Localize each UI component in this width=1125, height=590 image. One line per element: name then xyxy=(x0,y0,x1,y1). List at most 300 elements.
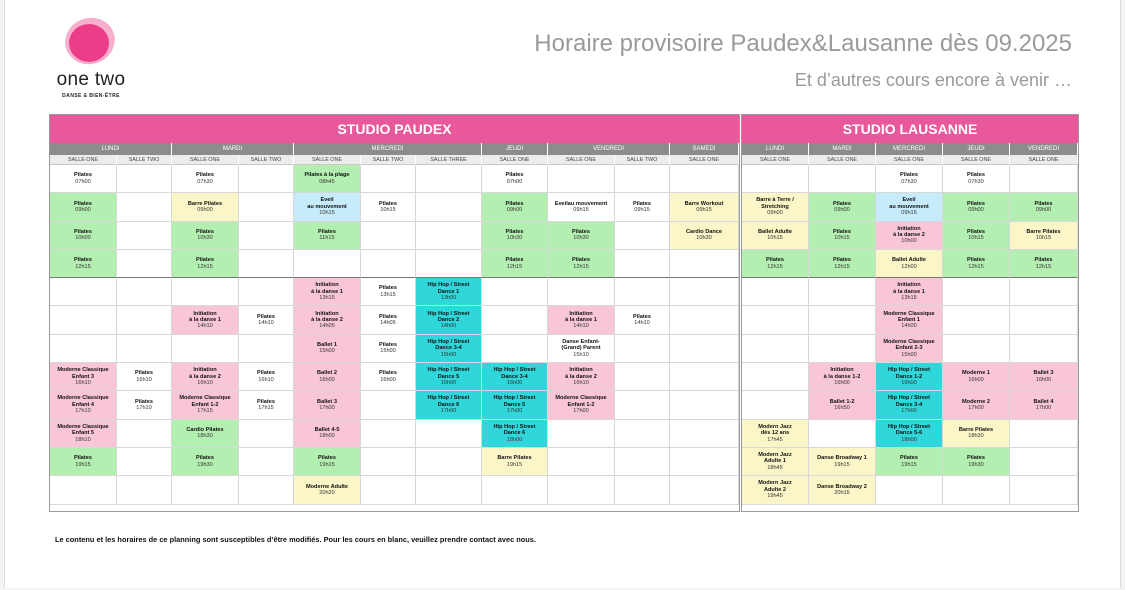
schedule-grid xyxy=(742,143,1078,505)
schedule-page xyxy=(4,0,1121,588)
class-name: Pilates xyxy=(632,200,652,207)
class-time: 18h45 xyxy=(767,464,783,471)
empty-slot xyxy=(670,278,739,306)
class-name: Pilates xyxy=(505,228,524,235)
class-time: 12h15 xyxy=(968,263,984,270)
empty-slot xyxy=(416,448,482,476)
class-entry xyxy=(361,335,415,362)
class-entry xyxy=(482,420,547,447)
class-name: Initiation à la danse 2 xyxy=(311,310,343,323)
class-slot xyxy=(50,165,117,193)
class-entry xyxy=(482,448,547,475)
class-entry xyxy=(117,363,171,390)
class-name: Danse Broadway 1 xyxy=(817,455,867,462)
class-time: 12h15 xyxy=(834,263,850,270)
class-time: 20h15 xyxy=(834,489,850,496)
room-header: SALLE TWO xyxy=(117,155,172,165)
class-name: Pilates à la plage xyxy=(304,172,350,179)
class-time: 10h00 xyxy=(901,238,917,245)
class-slot xyxy=(876,391,943,419)
class-name: Pilates xyxy=(1034,257,1053,264)
empty-slot xyxy=(670,306,739,334)
class-time: 10h15 xyxy=(1035,235,1052,242)
class-slot xyxy=(172,391,239,419)
class-name: Cardio Dance xyxy=(685,228,723,235)
empty-slot xyxy=(50,306,117,334)
class-time: 13h15 xyxy=(319,295,335,302)
empty-slot xyxy=(416,165,482,193)
class-name: Pilates xyxy=(256,370,276,377)
class-name: Pilates xyxy=(317,228,337,235)
room-header: SALLE THREE xyxy=(416,155,482,165)
class-entry xyxy=(172,420,238,447)
empty-slot xyxy=(117,420,172,448)
class-entry xyxy=(294,476,360,503)
class-name: Pilates xyxy=(378,200,398,207)
room-header: SALLE TWO xyxy=(239,155,294,165)
class-name: Ballet Adulte xyxy=(758,228,792,235)
class-entry xyxy=(943,250,1009,277)
class-entry xyxy=(809,391,875,418)
class-entry xyxy=(876,222,942,249)
class-name: Moderne 2 xyxy=(962,398,990,405)
class-slot xyxy=(809,448,876,476)
class-name: Pilates xyxy=(73,455,93,462)
empty-slot xyxy=(117,306,172,334)
class-time: 12h15 xyxy=(767,263,783,270)
class-entry xyxy=(876,448,942,475)
class-time: 15h00 xyxy=(380,348,396,355)
class-time: 13h00 xyxy=(440,295,457,302)
class-time: 09h00 xyxy=(75,206,91,213)
class-slot xyxy=(943,250,1010,278)
class-name: Ballet 4-5 xyxy=(314,426,340,433)
class-entry xyxy=(294,306,360,333)
class-name: Ballet 1 xyxy=(317,342,337,349)
class-slot xyxy=(294,391,361,419)
class-slot xyxy=(50,363,117,391)
class-time: 12h15 xyxy=(197,263,213,270)
empty-slot xyxy=(615,448,670,476)
class-time: 17h00 xyxy=(319,405,335,412)
class-entry xyxy=(1010,250,1077,277)
empty-slot xyxy=(239,448,294,476)
class-name: Pilates xyxy=(765,257,785,264)
class-name: Moderne Classique Enfant 1-2 xyxy=(555,395,607,408)
class-slot xyxy=(294,363,361,391)
class-name: Ballet 3 xyxy=(1033,370,1054,377)
class-name: Barre Pilates xyxy=(497,455,532,462)
class-slot xyxy=(361,335,416,363)
class-time: 16h00 xyxy=(506,379,523,386)
class-slot xyxy=(876,448,943,476)
class-name: Moderne 1 xyxy=(962,370,990,377)
class-slot xyxy=(361,193,416,221)
empty-slot xyxy=(361,165,416,193)
class-name: Pilates xyxy=(256,313,276,320)
class-name: Hip Hop / Street Dance 5 xyxy=(493,395,536,408)
class-entry xyxy=(294,363,360,390)
class-name: Ballet Adulte xyxy=(892,257,926,264)
empty-slot xyxy=(50,278,117,306)
brand-tagline: DANSE & BIEN-ÊTRE xyxy=(62,93,120,99)
class-time: 17h00 xyxy=(901,408,917,415)
class-entry xyxy=(117,391,171,418)
class-time: 10h00 xyxy=(75,235,91,242)
class-time: 17h00 xyxy=(1035,405,1052,412)
class-name: Moderne Classique Enfant 4 xyxy=(57,395,109,408)
class-time: 08h45 xyxy=(319,178,335,185)
class-time: 10h30 xyxy=(506,235,523,242)
class-slot xyxy=(548,306,615,334)
class-slot xyxy=(172,306,239,334)
class-name: Pilates xyxy=(505,257,524,264)
class-entry xyxy=(172,193,238,220)
empty-slot xyxy=(742,363,809,391)
class-time: 12h15 xyxy=(75,263,91,270)
class-entry xyxy=(172,448,238,475)
empty-slot xyxy=(615,165,670,193)
class-time: 10h30 xyxy=(696,235,712,242)
class-entry xyxy=(294,420,360,447)
empty-slot xyxy=(117,222,172,250)
studio-paudex-table xyxy=(49,114,740,512)
empty-slot xyxy=(172,335,239,363)
class-time: 19h15 xyxy=(319,461,335,468)
class-time: 09h00 xyxy=(767,210,783,217)
class-entry xyxy=(548,306,614,333)
class-name: Pilates xyxy=(899,172,919,179)
day-header: JEUDI xyxy=(943,143,1010,155)
empty-slot xyxy=(117,476,172,504)
empty-slot xyxy=(670,335,739,363)
class-time: 14h05 xyxy=(319,323,335,330)
class-entry xyxy=(482,250,547,277)
empty-slot xyxy=(239,476,294,504)
class-slot xyxy=(50,420,117,448)
class-slot xyxy=(548,222,615,250)
class-entry xyxy=(943,193,1009,220)
class-name: Eveil au mouvement xyxy=(307,197,347,210)
class-name: Barre Pilates xyxy=(1026,228,1061,235)
class-name: Cardio Pilates xyxy=(186,426,224,433)
class-name: Ballet 1-2 xyxy=(829,398,855,405)
empty-slot xyxy=(482,335,548,363)
room-header: SALLE ONE xyxy=(742,155,809,165)
class-slot xyxy=(876,420,943,448)
class-name: Moderne Classique Enfant 2-3 xyxy=(883,338,935,352)
class-slot xyxy=(294,476,361,504)
empty-slot xyxy=(615,335,670,363)
class-slot xyxy=(239,306,294,334)
class-slot xyxy=(294,448,361,476)
empty-slot xyxy=(670,476,739,504)
empty-slot xyxy=(239,165,294,193)
class-slot xyxy=(876,165,943,193)
class-time: 19h15 xyxy=(75,461,91,468)
class-slot xyxy=(742,193,809,221)
class-slot xyxy=(809,391,876,419)
class-time: 16h50 xyxy=(834,405,850,412)
class-slot xyxy=(361,278,416,306)
class-time: 14h10 xyxy=(258,320,274,327)
empty-slot xyxy=(361,250,416,278)
empty-slot xyxy=(670,420,739,448)
class-slot xyxy=(876,222,943,250)
empty-slot xyxy=(416,222,482,250)
class-slot xyxy=(943,363,1010,391)
class-name: Moderne Classique Enfant 1 xyxy=(883,310,935,323)
class-slot xyxy=(294,222,361,250)
class-name: Pilates xyxy=(378,342,398,349)
class-name: Hip Hop / Street Dance 3-4 xyxy=(493,367,536,380)
class-entry xyxy=(172,391,238,418)
room-header: SALLE ONE xyxy=(876,155,943,165)
class-time: 17h15 xyxy=(258,405,274,412)
class-slot xyxy=(548,335,615,363)
class-entry xyxy=(294,193,360,220)
class-time: 12h15 xyxy=(1035,263,1052,270)
class-name: Eveilau mouvement xyxy=(554,200,608,207)
class-time: 13h15 xyxy=(380,291,396,298)
class-slot xyxy=(1010,193,1078,221)
class-name: Pilates xyxy=(134,370,154,377)
class-slot xyxy=(943,448,1010,476)
class-entry xyxy=(943,420,1009,447)
class-slot xyxy=(361,306,416,334)
class-slot xyxy=(294,193,361,221)
class-time: 17h45 xyxy=(767,436,783,443)
class-entry xyxy=(876,363,942,390)
class-entry xyxy=(172,222,238,249)
class-time: 12h15 xyxy=(506,263,523,270)
empty-slot xyxy=(548,420,615,448)
empty-slot xyxy=(809,278,876,306)
class-slot xyxy=(943,222,1010,250)
empty-slot xyxy=(239,250,294,278)
empty-slot xyxy=(117,193,172,221)
class-time: 10h15 xyxy=(834,235,850,242)
class-time: 14h10 xyxy=(634,320,650,327)
class-name: Initiation à la danse 2 xyxy=(893,225,925,239)
class-time: 07h30 xyxy=(901,178,917,185)
empty-slot xyxy=(239,222,294,250)
class-slot xyxy=(117,363,172,391)
class-name: Hip Hop / Street Dance 6 xyxy=(493,423,536,437)
class-name: Pilates xyxy=(966,455,986,462)
class-slot xyxy=(809,476,876,504)
empty-slot xyxy=(416,420,482,448)
class-entry xyxy=(943,222,1009,249)
class-name: Initiation à la danse 2 xyxy=(565,367,597,380)
class-entry xyxy=(809,476,875,503)
class-slot xyxy=(876,306,943,334)
empty-slot xyxy=(809,335,876,363)
class-slot xyxy=(50,391,117,419)
day-header: LUNDI xyxy=(742,143,809,155)
empty-slot xyxy=(943,476,1010,504)
class-entry xyxy=(742,448,808,475)
class-entry xyxy=(615,306,669,333)
class-time: 13h15 xyxy=(901,295,917,302)
class-slot xyxy=(172,363,239,391)
empty-slot xyxy=(239,193,294,221)
empty-slot xyxy=(742,306,809,334)
empty-slot xyxy=(876,476,943,504)
class-time: 16h00 xyxy=(380,376,396,383)
class-slot xyxy=(548,250,615,278)
class-time: 14h00 xyxy=(901,323,917,330)
class-time: 10h15 xyxy=(380,206,396,213)
class-slot xyxy=(943,420,1010,448)
empty-slot xyxy=(742,278,809,306)
class-time: 14h10 xyxy=(573,323,589,330)
class-slot xyxy=(50,193,117,221)
class-slot xyxy=(615,193,670,221)
class-slot xyxy=(361,363,416,391)
class-entry xyxy=(876,306,942,333)
empty-slot xyxy=(809,165,876,193)
room-header: SALLE ONE xyxy=(482,155,548,165)
class-slot xyxy=(742,420,809,448)
empty-slot xyxy=(172,278,239,306)
class-name: Pilates xyxy=(73,200,93,207)
class-entry xyxy=(172,306,238,333)
brand-name: one two xyxy=(56,69,126,90)
class-name: Pilates xyxy=(134,398,154,405)
empty-slot xyxy=(117,278,172,306)
class-slot xyxy=(615,306,670,334)
empty-slot xyxy=(670,363,739,391)
class-time: 07h30 xyxy=(968,178,984,185)
class-entry xyxy=(876,335,942,362)
day-header: MERCREDI xyxy=(294,143,482,155)
class-name: Barre à Terre / Stretching xyxy=(756,197,794,210)
class-slot xyxy=(876,363,943,391)
class-name: Hip Hop / Street Dance 3-4 xyxy=(888,395,930,408)
schedule-grid xyxy=(50,143,739,505)
class-name: Initiation à la danse 1-2 xyxy=(823,367,861,380)
empty-slot xyxy=(482,278,548,306)
class-entry xyxy=(809,193,875,220)
class-slot xyxy=(294,335,361,363)
empty-slot xyxy=(1010,278,1078,306)
class-name: Moderne Classique Enfant 1-2 xyxy=(179,395,231,408)
class-entry xyxy=(943,363,1009,390)
class-slot xyxy=(172,193,239,221)
logo-blob xyxy=(69,24,109,62)
class-slot xyxy=(548,391,615,419)
class-slot xyxy=(809,193,876,221)
class-entry xyxy=(482,363,547,390)
empty-slot xyxy=(742,165,809,193)
class-name: Barre Pilates xyxy=(187,200,223,207)
empty-slot xyxy=(361,448,416,476)
class-entry xyxy=(742,193,808,220)
class-entry xyxy=(50,391,116,418)
class-time: 16h10 xyxy=(573,379,589,386)
empty-slot xyxy=(361,222,416,250)
class-slot xyxy=(809,222,876,250)
class-name: Pilates xyxy=(73,172,93,179)
empty-slot xyxy=(670,448,739,476)
class-slot xyxy=(482,420,548,448)
class-entry xyxy=(361,306,415,333)
class-time: 16h00 xyxy=(440,379,457,386)
empty-slot xyxy=(809,306,876,334)
empty-slot xyxy=(615,250,670,278)
class-slot xyxy=(239,363,294,391)
empty-slot xyxy=(1010,306,1078,334)
class-time: 17h00 xyxy=(968,405,984,412)
class-entry xyxy=(294,278,360,305)
class-entry xyxy=(809,250,875,277)
class-entry xyxy=(876,391,942,418)
class-entry xyxy=(361,363,415,390)
class-slot xyxy=(548,363,615,391)
class-name: Pilates xyxy=(378,370,398,377)
class-name: Pilates xyxy=(256,398,276,405)
class-time: 09h00 xyxy=(968,206,984,213)
class-name: Pilates xyxy=(571,228,591,235)
empty-slot xyxy=(361,476,416,504)
class-entry xyxy=(876,420,942,447)
class-time: 09h00 xyxy=(197,206,213,213)
empty-slot xyxy=(239,278,294,306)
class-entry xyxy=(1010,363,1077,390)
empty-slot xyxy=(117,335,172,363)
class-time: 18h30 xyxy=(968,433,984,440)
class-slot xyxy=(943,193,1010,221)
class-entry xyxy=(548,250,614,277)
class-entry xyxy=(416,391,481,418)
class-time: 10h30 xyxy=(197,235,213,242)
class-entry xyxy=(1010,222,1077,249)
class-entry xyxy=(1010,193,1077,220)
class-slot xyxy=(876,193,943,221)
room-header: SALLE ONE xyxy=(548,155,615,165)
empty-slot xyxy=(50,476,117,504)
room-header: SALLE ONE xyxy=(943,155,1010,165)
class-slot xyxy=(809,363,876,391)
room-header: SALLE ONE xyxy=(172,155,239,165)
class-name: Pilates xyxy=(317,455,337,462)
studio-banner: STUDIO LAUSANNE xyxy=(742,115,1078,143)
empty-slot xyxy=(548,165,615,193)
class-name: Pilates xyxy=(195,455,215,462)
room-header: SALLE ONE xyxy=(1010,155,1078,165)
empty-slot xyxy=(742,335,809,363)
class-entry xyxy=(548,222,614,249)
empty-slot xyxy=(943,335,1010,363)
class-time: 19h15 xyxy=(506,461,523,468)
class-time: 18h00 xyxy=(319,433,335,440)
empty-slot xyxy=(482,306,548,334)
class-time: 10h30 xyxy=(573,235,589,242)
class-entry xyxy=(294,448,360,475)
class-name: Barre Workout xyxy=(684,200,724,207)
empty-slot xyxy=(615,363,670,391)
class-entry xyxy=(1010,391,1077,418)
class-time: 11h15 xyxy=(319,235,335,242)
empty-slot xyxy=(1010,420,1078,448)
class-name: Hip Hop / Street Dance 2 xyxy=(427,310,470,323)
class-entry xyxy=(50,193,116,220)
class-name: Initiation à la danse 2 xyxy=(189,367,221,380)
class-slot xyxy=(742,448,809,476)
empty-slot xyxy=(1010,335,1078,363)
empty-slot xyxy=(416,476,482,504)
